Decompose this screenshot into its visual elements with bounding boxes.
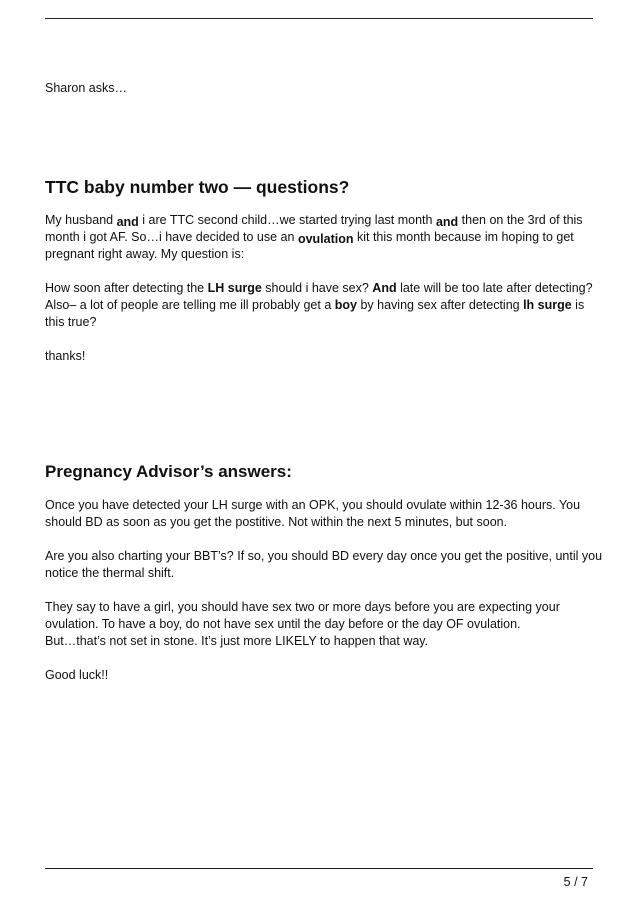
keyword: LH surge (207, 281, 262, 295)
top-rule (45, 18, 593, 19)
text-run: is this true? (45, 298, 585, 329)
keyword: And (372, 281, 397, 295)
keyword: and (435, 215, 459, 229)
answer-paragraph-3-continued: But…that’s not set in stone. It’s just more LIKELY to happen that way. (45, 634, 429, 648)
answer-paragraph-3: They say to have a girl, you should have sex two or more days before you are expecting your ovulation. To have a boy, do not have sex until the day before or the day OF ovulation. (45, 600, 560, 631)
answers-heading: Pregnancy Advisor’s answers: (45, 462, 292, 481)
answers-body (45, 497, 605, 684)
question-paragraph-3 (45, 297, 605, 331)
text-run: My husband (45, 213, 117, 227)
asker-line: Sharon asks… (45, 81, 127, 95)
keyword: and (116, 215, 139, 229)
question-body (45, 212, 605, 365)
text-run: then on the 3rd of this month i got AF. So…i have decided to use an (45, 213, 583, 244)
text-run: i are TTC second child…we started trying last month (138, 213, 436, 227)
bottom-rule (45, 868, 593, 869)
page-number: 5 / 7 (563, 875, 588, 889)
text-run: kit this month because im hoping to get pregnant right away. My question is: (45, 230, 574, 261)
keyword: ovulation (297, 232, 354, 246)
question-paragraph-2 (45, 280, 605, 297)
text-run: by having sex after detecting (357, 298, 524, 312)
answer-paragraph-2: Are you also charting your BBT’s? If so, you should BD every day once you get the positive, until you notice the thermal shift. (45, 549, 603, 580)
text-run: should i have sex? (261, 281, 373, 295)
text-run: late will be too late after detecting? (396, 281, 593, 295)
keyword: boy (334, 298, 357, 312)
question-title: TTC baby number two — questions? (45, 177, 350, 197)
question-paragraph-4: thanks! (45, 349, 86, 363)
question-paragraph-1 (45, 212, 605, 263)
text-run: Also– a lot of people are telling me ill probably get a (45, 298, 335, 312)
text-run: How soon after detecting the (45, 281, 208, 295)
answer-paragraph-1: Once you have detected your LH surge with an OPK, you should ovulate within 12-36 hours. You should BD as soon as you get the postitive. Not within the next 5 minutes, but soon. (45, 498, 581, 529)
keyword: lh surge (523, 298, 572, 312)
answer-paragraph-4: Good luck!! (45, 668, 109, 682)
